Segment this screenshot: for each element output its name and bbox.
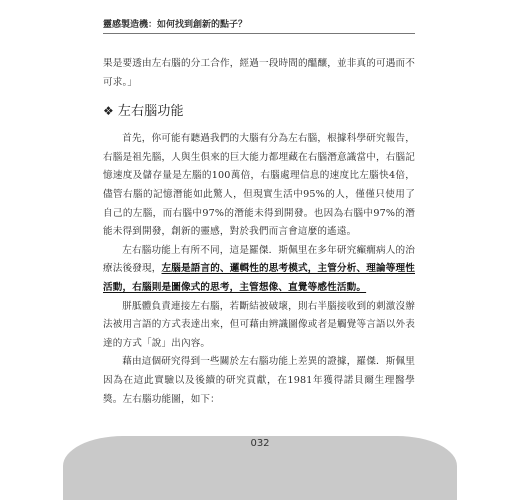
section-heading: [103, 102, 415, 121]
paragraph-nobel-prize: 藉由這個研究得到一些關於左右腦功能上差異的證據，羅傑．斯佩里因為在這此實驗以及後續的研究貢獻，在1981年獲得諾貝爾生理醫學獎。左右腦功能圖，如下：: [103, 356, 415, 405]
emphasized-underlined-text: 左腦是語言的、邏輯性的思考模式，主管分析、理論等理性活動，右腦則是圖像式的思考，主管想像、直覺等感性活動。: [103, 263, 415, 293]
paragraph-corpus-callosum: 胼胝體負責連接左右腦，若斷結被破壞，則右半腦接收到的刺激沒辦法被用言語的方式表達出來，但可藉由辨識圖像或者是觸覺等言語以外表達的方式「說」出內容。: [103, 300, 415, 349]
running-header: 靈感製造機：如何找到創新的點子？: [103, 20, 248, 30]
paragraph-brain-research: 首先，你可能有聽過我們的大腦有分為左右腦，根據科學研究報告，右腦是祖先腦，人與生俱來的巨大能力都埋藏在右腦潛意識當中，右腦記憶速度及儲存量是左腦的100萬倍，右腦處理信息的速度比左腦快4倍，儘管右腦的記憶潛能如此驚人，但現實生活中95%的人，僅僅只使用了自己的左腦，而右腦中97%的潛能未得到開發。也因為右腦中97%的潛能未得到開發，創新的靈感，對於我們而言會這麼的遙遠。: [103, 133, 415, 238]
page-number: 032: [250, 438, 270, 449]
diamond-bullet-icon: ❖: [103, 104, 114, 119]
section-heading-text: 左右腦功能: [117, 104, 184, 120]
paragraph-left-right-functions: [103, 242, 415, 298]
header-rule: [103, 33, 415, 34]
page-body: [103, 55, 415, 409]
page-footer-tab: [63, 436, 457, 500]
lead-paragraph: 果是要透由左右腦的分工合作，經過一段時間的醞釀，並非真的可遇而不可求。」: [103, 58, 415, 88]
paragraph-intro-text: 左右腦功能上有所不同，這是羅傑．斯佩里在多年研究癲癇病人的治療法後發現，: [103, 244, 415, 275]
